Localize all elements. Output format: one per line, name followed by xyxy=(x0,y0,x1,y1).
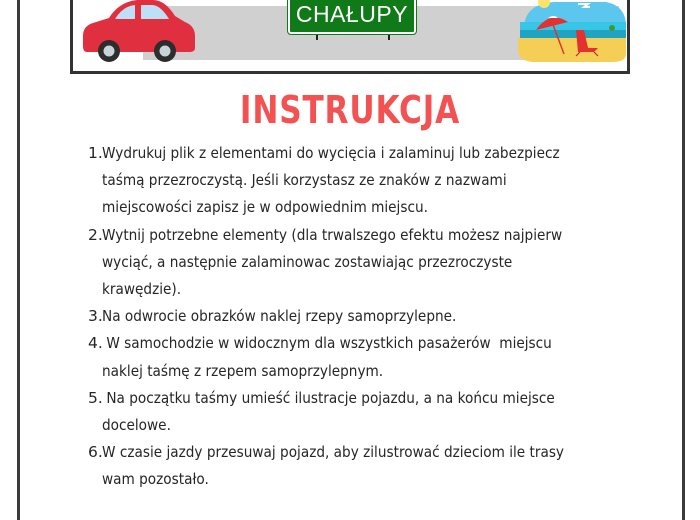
sign-label: CHAŁUPY xyxy=(288,0,416,34)
beach-icon xyxy=(514,0,632,64)
item-text-line: miejscowości zapisz je w odpowiednim miejscu. xyxy=(102,198,428,217)
item-text-line: krawędzie). xyxy=(102,280,182,299)
item-number: 6. xyxy=(88,443,103,462)
item-text-line: docelowe. xyxy=(102,416,171,435)
item-number: 4. xyxy=(88,334,103,353)
sign-post-right xyxy=(388,35,390,40)
page-border-right xyxy=(682,0,685,520)
instruction-item-4 xyxy=(88,330,608,384)
item-text-line: W czasie jazdy przesuwaj pojazd, aby zilustrować dzieciom ile trasy xyxy=(102,443,565,462)
page-title: INSTRUKCJA xyxy=(239,88,461,132)
instruction-item-2 xyxy=(88,222,608,304)
item-text-line: Wytnij potrzebne elementy (dla trwalszego efektu możesz najpierw xyxy=(102,225,563,244)
header-banner xyxy=(70,0,630,74)
item-text-line: naklej taśmę z rzepem samoprzylepnym. xyxy=(102,361,384,380)
item-text-line: taśmą przezroczystą. Jeśli korzystasz ze znaków z nazwami xyxy=(102,171,507,190)
instruction-item-3 xyxy=(88,303,608,330)
destination-road-sign xyxy=(288,0,422,40)
item-text-line: wyciąć, a następnie zalaminowac zostawiając przezroczyste xyxy=(102,252,513,271)
item-text-line: Na początku taśmy umieść ilustracje pojazdu, a na końcu miejsce xyxy=(102,388,555,407)
instruction-item-6 xyxy=(88,439,608,493)
car-icon xyxy=(79,0,197,62)
instruction-item-1 xyxy=(88,140,608,222)
item-text-line: Wydrukuj plik z elementami do wycięcia i zalaminuj lub zabezpiecz xyxy=(102,144,560,162)
item-number: 1. xyxy=(88,144,103,162)
instruction-item-5 xyxy=(88,385,608,439)
item-text-line: wam pozostało. xyxy=(102,470,209,489)
page-border-left xyxy=(17,0,20,520)
instruction-list xyxy=(88,140,608,494)
item-number: 5. xyxy=(88,388,103,407)
item-number: 3. xyxy=(88,307,103,326)
item-text-line: W samochodzie w widocznym dla wszystkich pasażerów miejscu xyxy=(102,334,552,353)
item-text-line: Na odwrocie obrazków naklej rzepy samoprzylepne. xyxy=(102,307,457,326)
sign-post-left xyxy=(316,35,318,40)
item-number: 2. xyxy=(88,225,103,244)
